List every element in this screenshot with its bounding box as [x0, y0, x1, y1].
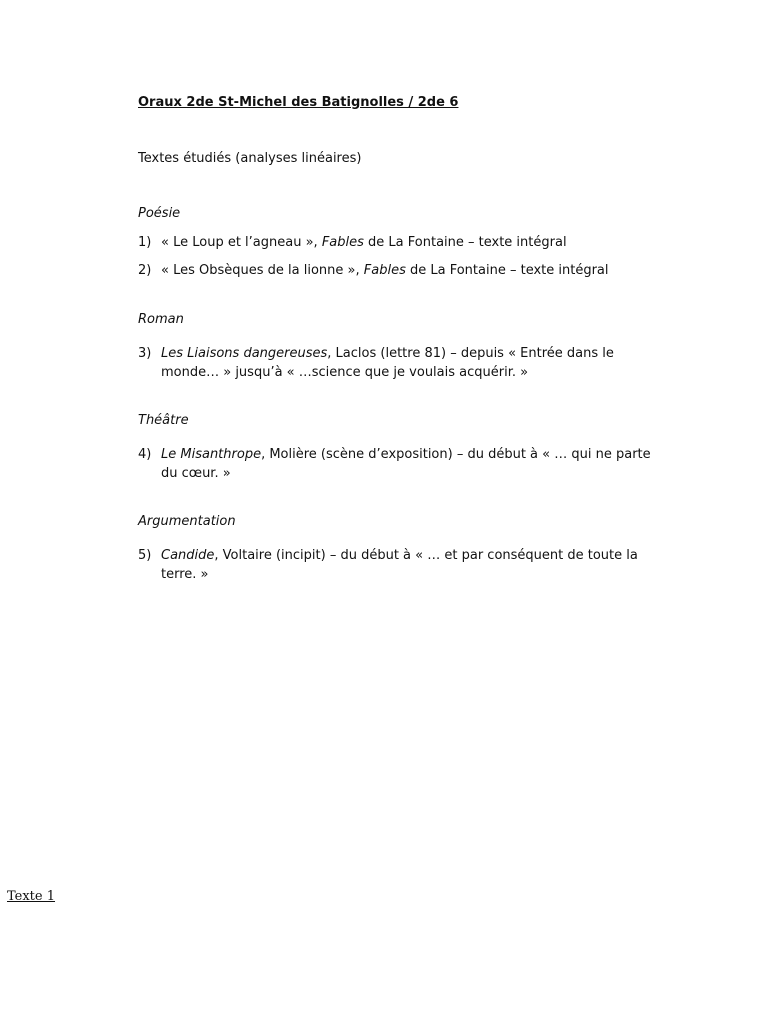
footer-label: Texte 1 [7, 889, 56, 904]
item-number: 1) [138, 235, 152, 250]
section-heading-theatre: Théâtre [138, 413, 189, 428]
item-work-title: Les Liaisons dangereuses [161, 346, 328, 361]
item-text: de La Fontaine – texte intégral [405, 263, 609, 278]
page-title: Oraux 2de St-Michel des Batignolles / 2de 6 [138, 95, 459, 110]
item-work-title: Fables [321, 235, 364, 250]
list-item [138, 261, 668, 280]
item-number: 3) [138, 346, 152, 361]
list-item [138, 344, 668, 382]
item-text: , Voltaire (incipit) – du début à « … et par conséquent de toute la terre. » [161, 548, 638, 582]
item-number: 4) [138, 447, 152, 462]
item-number: 5) [138, 548, 152, 563]
list-item [138, 546, 668, 584]
item-text: de La Fontaine – texte intégral [363, 235, 567, 250]
document-subtitle: Textes étudiés (analyses linéaires) [138, 151, 362, 166]
item-text: , Molière (scène d’exposition) – du début à « … qui ne parte du cœur. » [161, 447, 651, 481]
section-heading-poesie: Poésie [138, 206, 181, 221]
item-text: , Laclos (lettre 81) – depuis « Entrée dans le monde… » jusqu’à « …science que je voulais acquérir. » [161, 346, 614, 380]
list-item [138, 445, 668, 483]
item-text: « Les Obsèques de la lionne », [161, 263, 364, 278]
section-heading-roman: Roman [138, 312, 184, 327]
item-work-title: Fables [363, 263, 406, 278]
section-heading-argumentation: Argumentation [138, 514, 236, 529]
list-item [138, 233, 668, 252]
item-work-title: Le Misanthrope [161, 447, 262, 462]
item-text: « Le Loup et l’agneau », [161, 235, 322, 250]
item-number: 2) [138, 263, 152, 278]
item-work-title: Candide [161, 548, 215, 563]
